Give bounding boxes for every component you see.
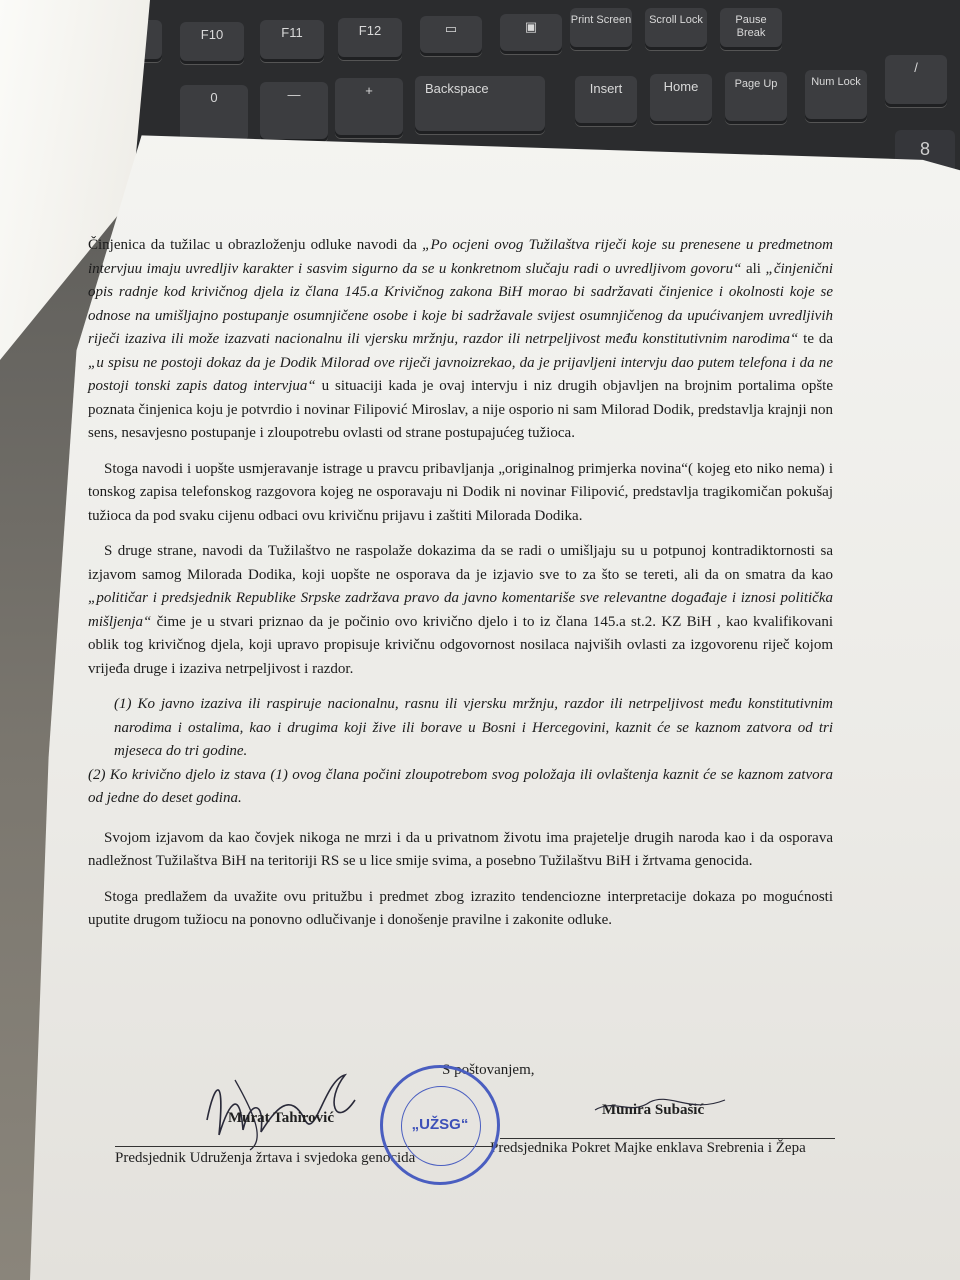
- closing-greeting: S poštovanjem,: [442, 1062, 535, 1078]
- signer-1-name: Murat Tahirović: [228, 1110, 334, 1126]
- paragraph-text: u situaciji kada je ovaj intervju i niz drugih objavljen na brojnim portalima opšte poznata činjenica koju je potvrdio i novinar Filipović Miroslav, a nije osporio ni sam Milorad Dodik, predstavlja krajnji non sens, nesavjesno postupanje i zloupotrebu ovlasti od strane postupajućeg tužioca.: [88, 378, 833, 441]
- paragraph-3: [88, 540, 833, 681]
- paragraph-text: te da: [798, 331, 834, 347]
- paragraph-text: čime je u stvari priznao da je počinio ovo krivično djelo i to iz člana 145.a st.2. KZ BiH , kao kvalifikovani oblik tog krivičnog djela, koji upravo propisuje krivičnu odgovornost nosilaca najviših ovlasti za izgovorenu riječ kojom vrijeđa druge i izaziva netrpeljivost i razdor.: [88, 613, 833, 677]
- legal-citation-2: (2) Ko krivično djelo iz stava (1) ovog člana počini zloupotrebom svog položaja ili ovlaštenja kaznit će se kaznom zatvora od jedne do deset godina.: [88, 766, 833, 806]
- paragraph-4: Svojom izjavom da kao čovjek nikoga ne mrzi i da u privatnom životu ima prajetelje drugih naroda kao i da osporava nadležnost Tužilaštva BiH na teritoriji RS se u lice smije svima, a posebno Tužilaštvu BiH i žrtvama genocida.: [88, 829, 833, 869]
- key-f10: F10: [180, 22, 244, 64]
- key-minus: —: [260, 82, 328, 142]
- key-calculator: ▣: [500, 14, 562, 54]
- paragraph-text: ali: [741, 260, 766, 277]
- key-f11: F11: [260, 20, 324, 62]
- document-body: [88, 234, 833, 945]
- key-pause-break: Pause Break: [720, 8, 782, 50]
- legal-citation-1: (1) Ko javno izaziva ili raspiruje nacionalnu, rasnu ili vjersku mržnju, razdor ili netrpeljivost među konstitutivnim narodima i ostalima, kao i drugima koji žive ili borave u Bosni i Hercegovini, kaznit će se kaznom zatvora od tri mjeseca do tri godine.: [114, 696, 833, 759]
- signature-munira: [590, 1088, 730, 1118]
- paragraph-5: Stoga predlažem da uvažite ovu pritužbu i predmet zbog izrazito tendenciozne interpretacije dokaza po mogućnosti uputite drugom tužiocu na ponovno odlučivanje i donošenje pravilne i zakonite odluke.: [88, 888, 833, 928]
- key-page-up: Page Up: [725, 72, 787, 124]
- paragraph-text: Činjenica da tužilac u obrazloženju odluke navodi da: [88, 237, 423, 253]
- key-numpad-8: 8: [895, 130, 955, 190]
- organization-stamp: [380, 1065, 500, 1185]
- key-monitor: ▭: [420, 16, 482, 56]
- key-scroll-lock: Scroll Lock: [645, 8, 707, 50]
- stamp-label: „UŽSG“: [411, 1116, 469, 1133]
- key-home: Home: [650, 74, 712, 124]
- quoted-text: „političar i predsjednik Republike Srpske zadržava pravo da javno komentariše sve relevantne događaje i iznosi politička mišljenja“: [88, 590, 833, 630]
- paragraph-text: S druge strane, navodi da Tužilaštvo ne raspolaže dokazima da se radi o umišljaju su u potpunoj kontradiktornosti sa izjavom samog Milorada Dodika, koji uopšte ne osporava da je izjavio sve to za što se tereti, ali da on smatra da kao: [88, 543, 833, 583]
- key-plus: +: [335, 78, 403, 138]
- key-backspace: Backspace: [415, 76, 545, 134]
- signer-2-title: Predsjednika Pokret Majke enklava Srebrenia i Žepa: [490, 1140, 806, 1156]
- signer-1-title: Predsjednik Udruženja žrtava i svjedoka genocida: [115, 1150, 416, 1166]
- quoted-text: „Po ocjeni ovog Tužilaštva riječi koje su prenesene u predmetnom intervjuu imaju uvredljiv karakter i sasvim sigurno da se u konkretnom slučaju radi o uvredljivom govoru“: [88, 237, 833, 277]
- signature-line-right: [500, 1138, 835, 1139]
- key-insert: Insert: [575, 76, 637, 126]
- signer-2-name: Munira Subašić: [602, 1102, 705, 1118]
- key-print-screen: Print Screen: [570, 8, 632, 50]
- key-num-lock: Num Lock: [805, 70, 867, 122]
- quoted-text: „činjenični opis radnje kod krivičnog djela iz člana 145.a Krivičnog zakona BiH morao bi sadržavati činjenice i okolnosti koje se odnose na umišljajno postupanje osumnjičene osobe i koje bi sadržavale svijest osumnjičenog da upućivanjem uvredljivih riječi izaziva ili može izazvati nacionalnu ili vjersku mržnju, razdor ili netrpeljivost među konstitutivnim narodima“: [88, 260, 833, 347]
- signature-murat: [195, 1060, 385, 1155]
- key-slash: /: [885, 55, 947, 107]
- paragraph-1: [88, 234, 833, 446]
- key-f12: F12: [338, 18, 402, 60]
- paragraph-2: [88, 458, 833, 529]
- quoted-text: „u spisu ne postoji dokaz da je Dodik Milorad ove riječi javnoizrekao, da je prijavljeni intervju dao putem telefona i da ne postoji tonski zapis datog intervjua“: [88, 354, 833, 394]
- paragraph-text: Stoga navodi i uopšte usmjeravanje istrage u pravcu pribavljanja „originalnog primjerka novina“( kojeg eto niko nema) i tonskog zapisa telefonskog razgovora kojeg ne osporavaju ni Dodik ni novinar Filipović, predstavlja tragikomičan pokušaj tužioca da pod svaku cijenu odbaci ovu krivičnu prijavu i zaštiti Milorada Dodika.: [88, 460, 833, 524]
- key-zero: 0: [180, 85, 248, 145]
